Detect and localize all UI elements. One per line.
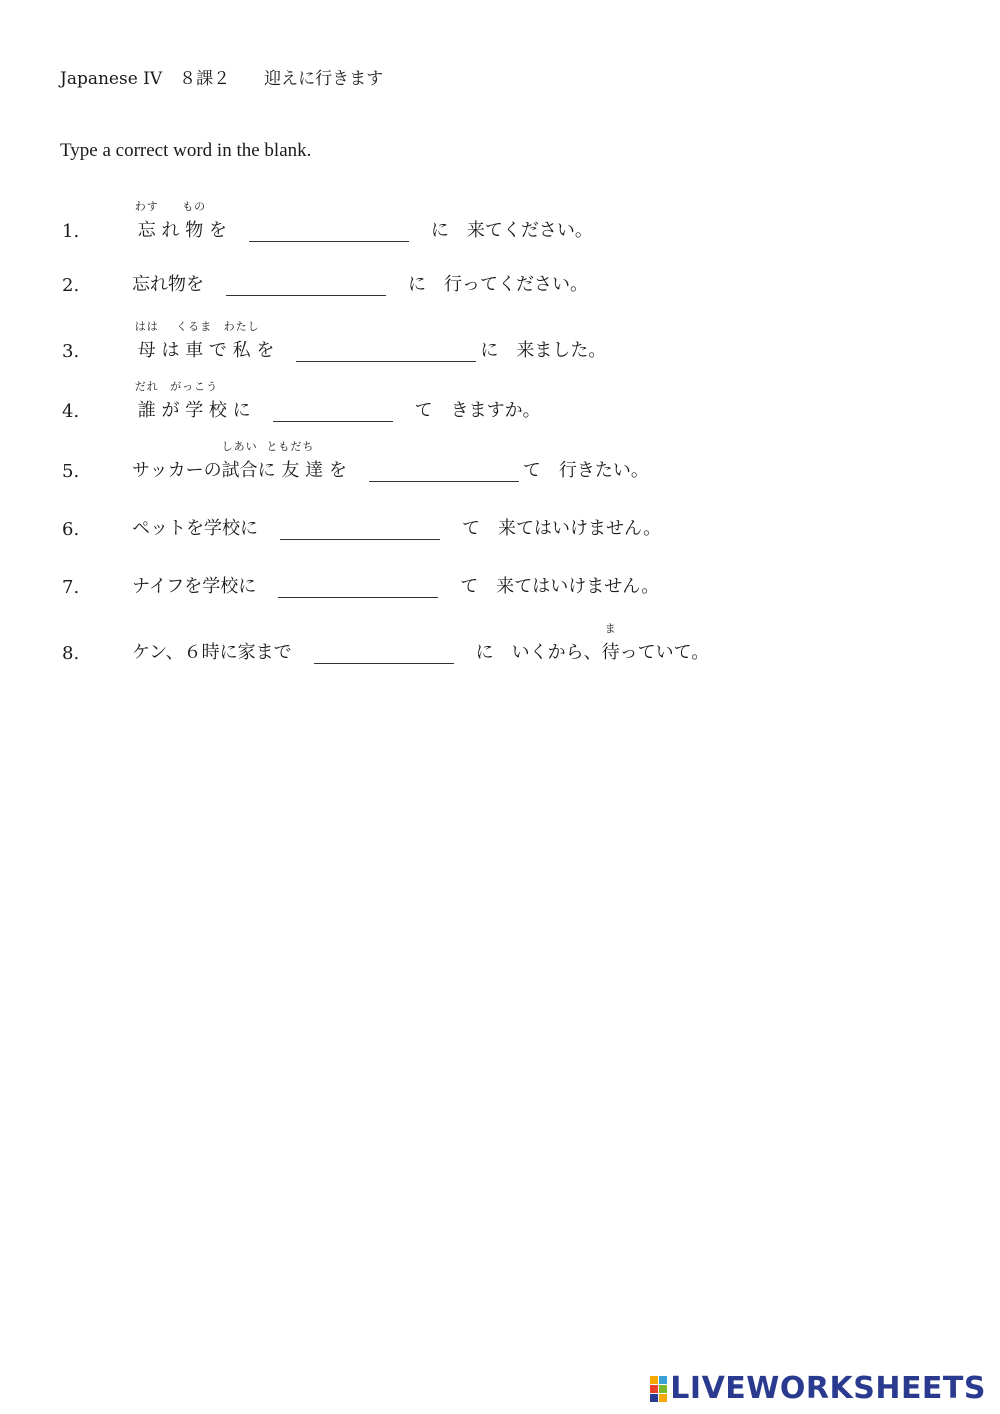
kanji: 私 <box>232 340 251 361</box>
question-text <box>132 622 710 664</box>
logo-square <box>659 1385 667 1393</box>
question-text <box>132 380 541 422</box>
question-number: 2. <box>62 275 80 296</box>
question-text <box>132 320 607 362</box>
question-number: 6. <box>62 519 80 540</box>
sentence-text: て 行きたい。 <box>522 460 649 481</box>
kanji-with-furigana <box>221 440 258 482</box>
kanji-with-furigana <box>134 380 159 422</box>
sentence-text: て 来てはいけません。 <box>444 518 662 539</box>
sentence-text: 校 に <box>203 400 269 421</box>
question-number: 4. <box>62 401 80 422</box>
instruction-text: Type a correct word in the blank. <box>60 140 312 161</box>
question-4 <box>0 382 1000 422</box>
kanji: 学 <box>185 400 204 421</box>
sentence-text: に 来てください。 <box>412 220 593 241</box>
answer-blank-2[interactable] <box>226 275 386 296</box>
question-text <box>132 200 593 242</box>
sentence-text: は <box>155 340 186 361</box>
sentence-text: を <box>203 220 245 241</box>
furigana: しあい <box>221 440 258 453</box>
kanji-with-furigana <box>266 440 315 482</box>
kanji-with-furigana <box>176 320 213 362</box>
furigana: ま <box>604 622 617 635</box>
kanji: 友 <box>281 460 300 481</box>
kanji-with-furigana <box>223 320 260 362</box>
sentence-text: 忘れ物を <box>132 274 222 295</box>
liveworksheets-logo[interactable] <box>650 1371 986 1406</box>
kanji: 車 <box>185 340 204 361</box>
logo-text: LIVEWORKSHEETS <box>670 1371 986 1406</box>
question-7 <box>0 558 1000 598</box>
sentence-text: ケン、６時に家まで <box>132 642 310 663</box>
furigana: はは <box>134 320 159 333</box>
question-5 <box>0 442 1000 482</box>
sentence-text: ナイフを学校に <box>132 576 275 597</box>
answer-blank-7[interactable] <box>278 577 438 598</box>
logo-square <box>650 1385 658 1393</box>
sentence-text: て 来てはいけません。 <box>442 576 660 597</box>
furigana: がっこう <box>170 380 219 393</box>
answer-blank-5[interactable] <box>369 461 519 482</box>
question-text <box>132 514 661 540</box>
sentence-text: サッカーの <box>132 460 222 481</box>
kanji-with-furigana <box>182 200 207 242</box>
logo-square <box>659 1376 667 1384</box>
sentence-text: で <box>203 340 233 361</box>
sentence-text: て きますか。 <box>396 400 541 421</box>
question-6 <box>0 500 1000 540</box>
sentence-text: に 来ました。 <box>480 340 607 361</box>
question-number: 5. <box>62 461 80 482</box>
sentence-text: に 行ってください。 <box>390 274 588 295</box>
answer-blank-4[interactable] <box>273 401 393 422</box>
sentence-text: っていて。 <box>619 642 710 663</box>
kanji-with-furigana <box>134 200 159 242</box>
question-text <box>132 270 588 296</box>
question-2 <box>0 256 1000 296</box>
question-number: 7. <box>62 577 80 598</box>
sentence-text: が <box>155 400 186 421</box>
question-text <box>132 440 649 482</box>
logo-square <box>650 1394 658 1402</box>
sentence-text: に <box>257 460 282 481</box>
furigana: もの <box>182 200 207 213</box>
kanji: 待 <box>601 642 620 663</box>
question-number: 8. <box>62 643 80 664</box>
kanji-with-furigana <box>601 622 620 664</box>
kanji: 物 <box>185 220 204 241</box>
furigana: わす <box>134 200 159 213</box>
answer-blank-6[interactable] <box>280 519 440 540</box>
worksheet-header: Japanese IV ８課２ 迎えに行きます <box>60 69 384 89</box>
answer-blank-8[interactable] <box>314 643 454 664</box>
question-1 <box>0 202 1000 242</box>
furigana: わたし <box>223 320 260 333</box>
sentence-text: 達 を <box>299 460 365 481</box>
logo-icon <box>650 1376 667 1402</box>
logo-square <box>650 1376 658 1384</box>
kanji: 誰 <box>137 400 156 421</box>
kanji: 母 <box>137 340 156 361</box>
question-number: 1. <box>62 221 80 242</box>
answer-blank-1[interactable] <box>249 221 409 242</box>
question-8 <box>0 624 1000 664</box>
kanji-with-furigana <box>134 320 159 362</box>
question-text <box>132 572 659 598</box>
sentence-text: れ <box>155 220 186 241</box>
kanji: 試合 <box>221 460 258 481</box>
sentence-text: を <box>250 340 293 361</box>
kanji-with-furigana <box>170 380 219 422</box>
furigana: くるま <box>176 320 213 333</box>
answer-blank-3[interactable] <box>296 341 476 362</box>
question-number: 3. <box>62 341 80 362</box>
logo-square <box>659 1394 667 1402</box>
sentence-text: に いくから、 <box>457 642 602 663</box>
kanji: 忘 <box>137 220 156 241</box>
furigana: ともだち <box>266 440 315 453</box>
furigana: だれ <box>134 380 159 393</box>
question-3 <box>0 322 1000 362</box>
sentence-text: ペットを学校に <box>132 518 276 539</box>
